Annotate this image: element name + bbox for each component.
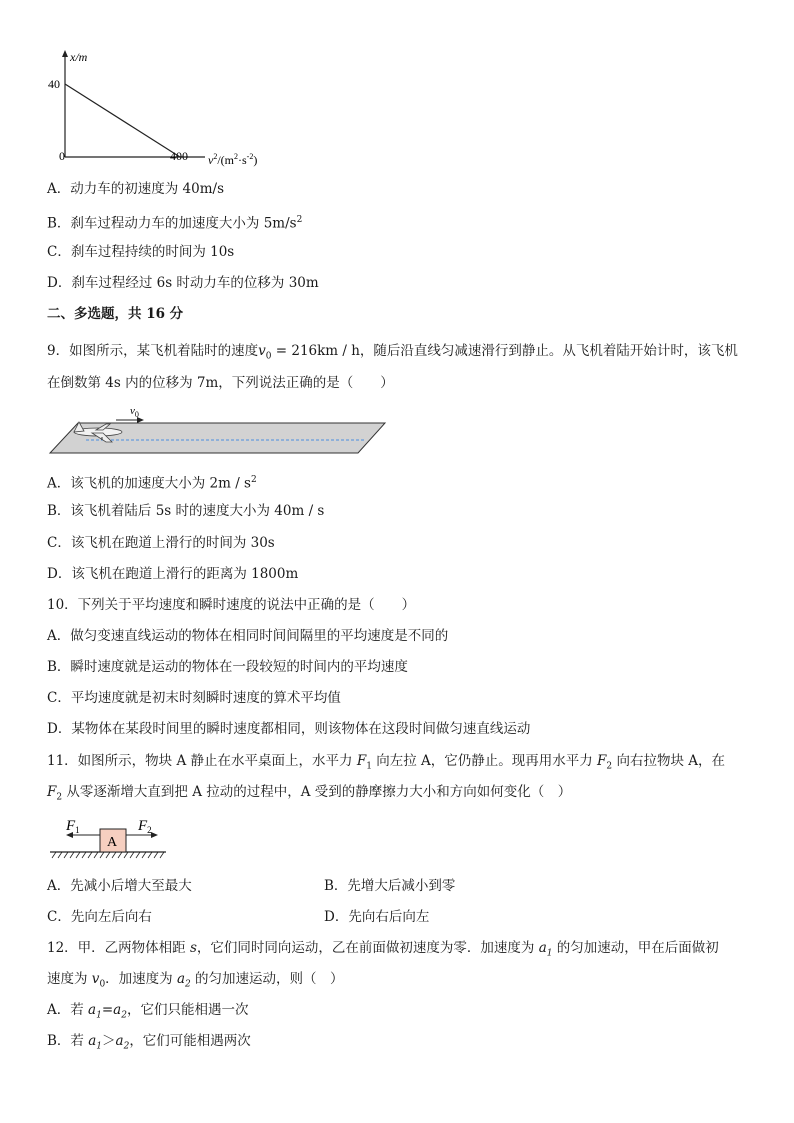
q8-option-d[interactable]: D．刹车过程经过 6s 时动力车的位移为 30m	[47, 275, 319, 291]
q8-option-c[interactable]: C．刹车过程持续的时间为 10s	[47, 244, 235, 260]
block-a-label: A	[107, 835, 118, 850]
q12-option-b[interactable]: B．若 $a_1>a_2$，它们可能相遇两次	[47, 1033, 251, 1052]
q9-option-c[interactable]: C．该飞机在跑道上滑行的时间为 30s	[47, 535, 275, 551]
force-f2-arrowhead	[151, 832, 158, 838]
q8-option-a[interactable]: A．动力车的初速度为 40m/s	[47, 181, 224, 197]
section-header-multi-choice: 二、多选题，共 16 分	[47, 306, 184, 322]
y-tick-label: 40	[48, 77, 60, 91]
q11-option-a[interactable]: A．先减小后增大至最大	[47, 878, 192, 894]
q12-stem-line2: 速度为 $v_0$．加速度为 $a_2$ 的匀加速运动，则（ ）	[47, 971, 344, 990]
table-hatching	[52, 852, 164, 858]
q10-option-c[interactable]: C．平均速度就是初末时刻瞬时速度的算术平均值	[47, 690, 341, 706]
q11-option-b[interactable]: B．先增大后减小到零	[324, 878, 456, 894]
x-tick-label: 400	[170, 149, 188, 163]
q10-option-d[interactable]: D．某物体在某段时间里的瞬时速度都相同，则该物体在这段时间做匀速直线运动	[47, 721, 531, 737]
force-f1-label: $F_1$	[66, 818, 80, 835]
q11-option-c[interactable]: C．先向左后向右	[47, 909, 152, 925]
q9-stem-line1: 9．如图所示，某飞机着陆时的速度$v_0 = 216km / h$，随后沿直线匀减速滑行到静止。从飞机着陆开始计时，该飞机	[47, 343, 738, 362]
q9-stem-line2: 在倒数第 4s 内的位移为 7m，下列说法正确的是（ ）	[47, 375, 394, 391]
x-v2-graph	[40, 40, 280, 175]
q11-stem-line1: 11．如图所示，物块 A 静止在水平桌面上，水平力 $F_1$ 向左拉 A，它仍静止。现再用水平力 $F_2$ 向右拉物块 A，在	[47, 753, 725, 772]
q9-option-b[interactable]: B．该飞机着陆后 5s 时的速度大小为 40m / s	[47, 503, 325, 519]
block-force-figure	[46, 812, 171, 862]
q8-option-b[interactable]: B．刹车过程动力车的加速度大小为 $5m/s^2$	[47, 215, 303, 232]
y-axis-label: x/m	[70, 50, 88, 64]
force-f2-label: $F_2$	[138, 818, 152, 835]
velocity-label: $v_0$	[130, 405, 139, 419]
q11-option-d[interactable]: D．先向右后向左	[324, 909, 430, 925]
q11-stem-line2: $F_2$ 从零逐渐增大直到把 A 拉动的过程中，A 受到的静摩擦力大小和方向如何变化（ ）	[47, 784, 572, 803]
x-axis-label: $v^2/(m^2\cdot s^{-2})$	[208, 152, 258, 167]
q10-stem: 10．下列关于平均速度和瞬时速度的说法中正确的是（ ）	[47, 597, 416, 613]
q10-option-a[interactable]: A．做匀变速直线运动的物体在相同时间间隔里的平均速度是不同的	[47, 628, 449, 644]
q9-option-d[interactable]: D．该飞机在跑道上滑行的距离为 1800m	[47, 566, 299, 582]
y-axis-arrow	[62, 50, 68, 57]
q10-option-b[interactable]: B．瞬时速度就是运动的物体在一段较短的时间内的平均速度	[47, 659, 408, 675]
origin-label: 0	[59, 149, 65, 163]
q9-option-a[interactable]: A．该飞机的加速度大小为 $2m / s^2$	[47, 475, 257, 492]
graph-line	[65, 84, 180, 157]
q12-stem-line1: 12．甲．乙两物体相距 s，它们同时同向运动，乙在前面做初速度为零．加速度为 $a_1$ 的匀加速动，甲在后面做初	[47, 940, 719, 959]
q12-option-a[interactable]: A．若 $a_1=a_2$，它们只能相遇一次	[47, 1002, 249, 1021]
runway-figure	[46, 402, 391, 458]
